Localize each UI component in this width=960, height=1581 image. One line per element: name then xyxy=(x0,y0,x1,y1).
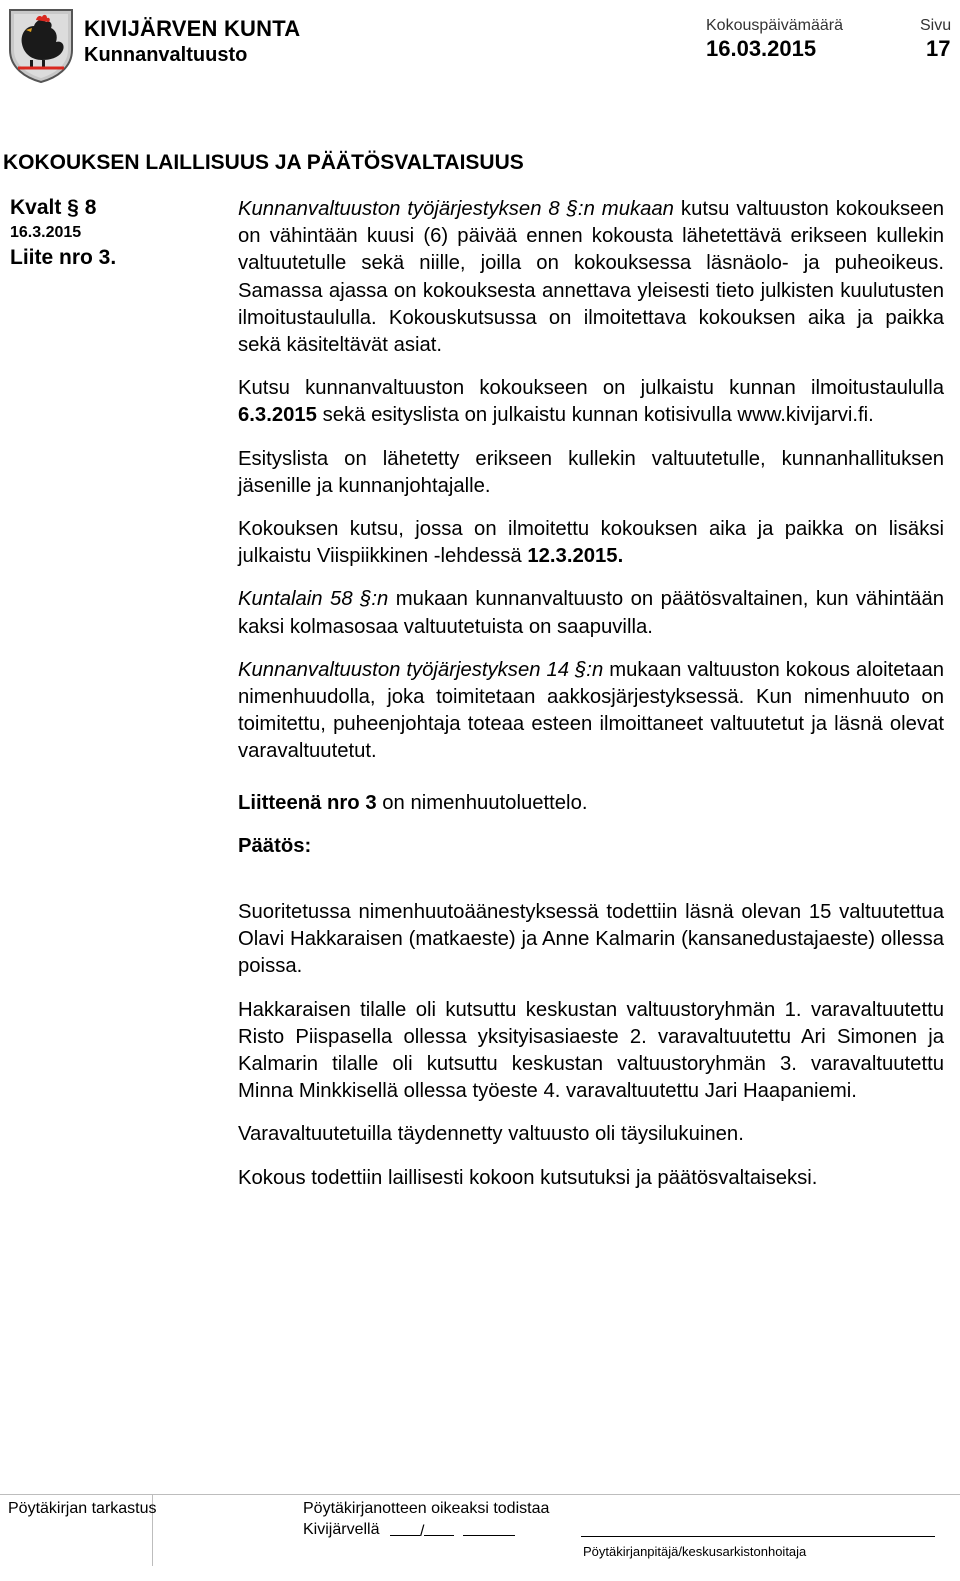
paragraph-quorum xyxy=(238,586,944,640)
month-blank xyxy=(424,1521,454,1536)
date-separator: / xyxy=(420,1523,425,1540)
paragraph-decision-complete xyxy=(238,1121,944,1148)
municipality-crest-icon xyxy=(6,6,76,84)
paragraph-newspaper xyxy=(238,516,944,570)
paragraph-decision-quorate xyxy=(238,1165,944,1192)
attachment-label: Liitteenä nro 3 xyxy=(238,791,377,814)
signature-line xyxy=(581,1536,935,1537)
minutes-check-label: Pöytäkirjan tarkastus xyxy=(8,1500,157,1517)
paragraph-decision-substitutes xyxy=(238,997,944,1106)
year-blank xyxy=(463,1521,515,1536)
paragraph-text: Suoritetussa nimenhuutoäänestyksessä todettiin läsnä olevan 15 valtuutettua Olavi Hakkaraisen (matkaeste) ja Anne Kalmarin (kansanedustajaeste) ollessa poissa. xyxy=(238,901,944,978)
certification-label: Pöytäkirjanotteen oikeaksi todistaa xyxy=(303,1500,550,1517)
minutes-body xyxy=(238,196,944,1192)
paragraph-text: on nimenhuutoluettelo. xyxy=(376,791,588,814)
publish-date: 6.3.2015 xyxy=(238,404,317,427)
item-date: 16.3.2015 xyxy=(10,224,82,241)
certification-place: Kivijärvellä xyxy=(303,1521,380,1538)
paragraph-text: Kutsu kunnanvaltuuston kokoukseen on julkaistu kunnan ilmoitustaululla xyxy=(238,377,944,400)
item-reference: Kvalt § 8 xyxy=(10,196,97,219)
footer-divider xyxy=(0,1494,960,1495)
paragraph-text: kutsu valtuuston kokoukseen on vähintään kuusi (6) päivää ennen kokousta lähetettävä erikseen kullekin valtuutetulle sekä niille, joilla on kokouksessa läsnäolo- ja puheoikeus. Samassa ajassa on kokouksesta annettava yleisesti tieto julkisten kuulutusten ilmoitustaululla. Kokouskutsussa on ilmoitettava kokouksen aika ja paikka sekä käsiteltävät asiat. xyxy=(238,198,944,357)
organization-unit: Kunnanvaltuusto xyxy=(84,44,248,66)
day-blank xyxy=(390,1521,420,1536)
decision-label: Päätös: xyxy=(238,834,312,857)
meeting-date-value: 16.03.2015 xyxy=(706,36,817,61)
paragraph-text: Esityslista on lähetetty erikseen kullekin valtuutetulle, kunnanhallituksen jäsenille ja kunnanjohtajalle. xyxy=(238,447,944,497)
paragraph-roll-call xyxy=(238,657,944,766)
paragraph-agenda-sent xyxy=(238,446,944,500)
paragraph-text: Varavaltuutetuilla täydennetty valtuusto oli täysilukuinen. xyxy=(238,1123,744,1146)
decision-heading xyxy=(238,833,944,860)
paragraph-decision-attendance xyxy=(238,899,944,981)
paragraph-text: mukaan valtuuston kokous aloitetaan nimenhuudolla, joka toimitetaan aakkosjärjestyksessä. Kun nimenhuuto on toimitettu, puheenjohtaja toteaa esteen ilmoittaneet valtuutetut ja läsnä olevat varavaltuutetut. xyxy=(238,658,945,763)
paragraph-text: mukaan kunnanvaltuusto on päätösvaltainen, kun vähintään kaksi kolmasosaa valtuutetuista on saapuvilla. xyxy=(238,588,944,638)
paragraph-invitation-rules xyxy=(238,196,944,359)
section-title: KOKOUKSEN LAILLISUUS JA PÄÄTÖSVALTAISUUS xyxy=(3,151,524,174)
rule-reference: Kunnanvaltuuston työjärjestyksen 14 §:n xyxy=(238,658,604,681)
certification-date-blanks xyxy=(390,1521,515,1541)
paragraph-text: Kokouksen kutsu, jossa on ilmoitettu kokouksen aika ja paikka on lisäksi julkaistu Viispiikkinen -lehdessä xyxy=(238,518,944,568)
paragraph-text: Hakkaraisen tilalle oli kutsuttu keskustan valtuustoryhmän 1. varavaltuutettu Risto Piispasella ollessa yksityisasiaeste 2. varavaltuutettu Ari Simonen ja Kalmarin tilalle oli kutsuttu keskustan valtuustoryhmän 3. varavaltuutettu Minna Minkkisellä ollessa työeste 4. varavaltuutettu Jari Haapaniemi. xyxy=(238,998,944,1103)
paragraph-attachment xyxy=(238,790,944,817)
paragraph-text: Kokous todettiin laillisesti kokoon kutsutuksi ja päätösvaltaiseksi. xyxy=(238,1166,818,1189)
page-label: Sivu xyxy=(920,17,952,34)
meeting-date-label: Kokouspäivämäärä xyxy=(706,17,843,34)
organization-name: KIVIJÄRVEN KUNTA xyxy=(84,16,301,41)
page-number: 17 xyxy=(926,36,951,61)
paragraph-invitation-published xyxy=(238,375,944,429)
law-reference: Kuntalain 58 §:n xyxy=(238,588,389,611)
paragraph-text: sekä esityslista on julkaistu kunnan kotisivulla www.kivijarvi.fi. xyxy=(316,404,874,427)
rule-reference: Kunnanvaltuuston työjärjestyksen 8 §:n mukaan xyxy=(238,198,674,220)
newspaper-date: 12.3.2015. xyxy=(527,545,624,568)
signer-title: Pöytäkirjanpitäjä/keskusarkistonhoitaja xyxy=(583,1544,807,1559)
attachment-reference: Liite nro 3. xyxy=(10,246,117,269)
